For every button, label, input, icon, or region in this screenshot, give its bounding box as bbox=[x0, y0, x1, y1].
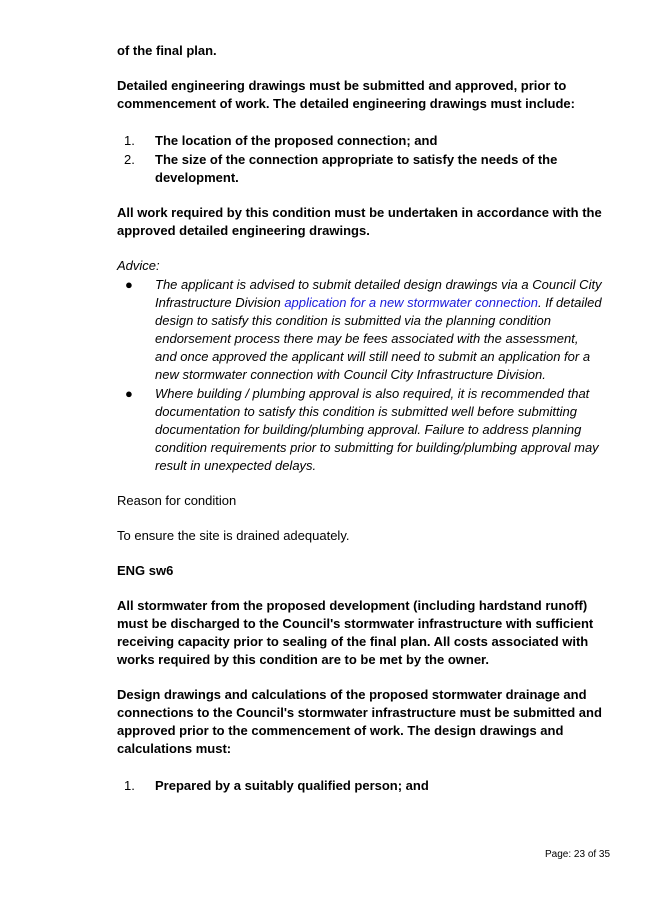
bullet-icon: ● bbox=[125, 386, 133, 401]
engineering-drawings-requirement: Detailed engineering drawings must be submitted and approved, prior to commencement of work. The detailed engineering drawings must include: bbox=[117, 78, 575, 111]
list-item bbox=[117, 276, 602, 384]
reason-heading: Reason for condition bbox=[117, 493, 237, 508]
stormwater-discharge-paragraph: All stormwater from the proposed development (including hardstand runoff) must be discharged to the Council's stormwater infrastructure with sufficient receiving capacity prior to sealing of the final plan. All costs associated with works required by this condition are to be met by the owner. bbox=[117, 598, 594, 667]
advice-text: . If detailed design to satisfy this condition is submitted via the planning condition endorsement process there may be fees associated with the assessment, and once approved the applicant will still need to submit an application for a new stormwater connection with Council City Infrastructure Division. bbox=[155, 295, 602, 382]
list-item bbox=[117, 777, 602, 795]
design-drawings-list bbox=[117, 777, 602, 795]
list-item bbox=[117, 385, 602, 475]
engineering-drawings-list bbox=[117, 132, 602, 187]
list-item bbox=[117, 151, 602, 187]
list-text: The size of the connection appropriate to satisfy the needs of the development. bbox=[155, 152, 558, 185]
bullet-icon: ● bbox=[125, 277, 133, 292]
advice-list bbox=[117, 276, 602, 475]
advice-text: Where building / plumbing approval is also required, it is recommended that documentation to satisfy this condition is submitted well before submitting documentation for building/plumbing approval. Failure to address planning condition requirements prior to submitting for building/plumbing approval may result in unexpected delays. bbox=[155, 386, 599, 473]
condition-code: ENG sw6 bbox=[117, 563, 174, 578]
accordance-statement: All work required by this condition must be undertaken in accordance with the approved detailed engineering drawings. bbox=[117, 205, 602, 238]
document-page bbox=[117, 0, 602, 795]
list-text: Prepared by a suitably qualified person; and bbox=[155, 778, 429, 793]
advice-text: The applicant is advised to submit detailed design drawings via a Council City Infrastructure Division bbox=[155, 277, 602, 310]
list-number: 1. bbox=[124, 133, 135, 148]
list-number: 2. bbox=[124, 152, 135, 167]
stormwater-connection-link[interactable]: application for a new stormwater connection bbox=[284, 295, 538, 310]
advice-heading: Advice: bbox=[117, 258, 160, 273]
list-item bbox=[117, 132, 602, 150]
reason-text: To ensure the site is drained adequately. bbox=[117, 528, 350, 543]
page-number: Page: 23 of 35 bbox=[545, 849, 611, 860]
design-drawings-paragraph: Design drawings and calculations of the proposed stormwater drainage and connections to the Council's stormwater infrastructure must be submitted and approved prior to the commencement of work. The design drawings and calculations must: bbox=[117, 687, 602, 756]
list-text: The location of the proposed connection; and bbox=[155, 133, 438, 148]
intro-tail: of the final plan. bbox=[117, 43, 217, 58]
list-number: 1. bbox=[124, 778, 135, 793]
